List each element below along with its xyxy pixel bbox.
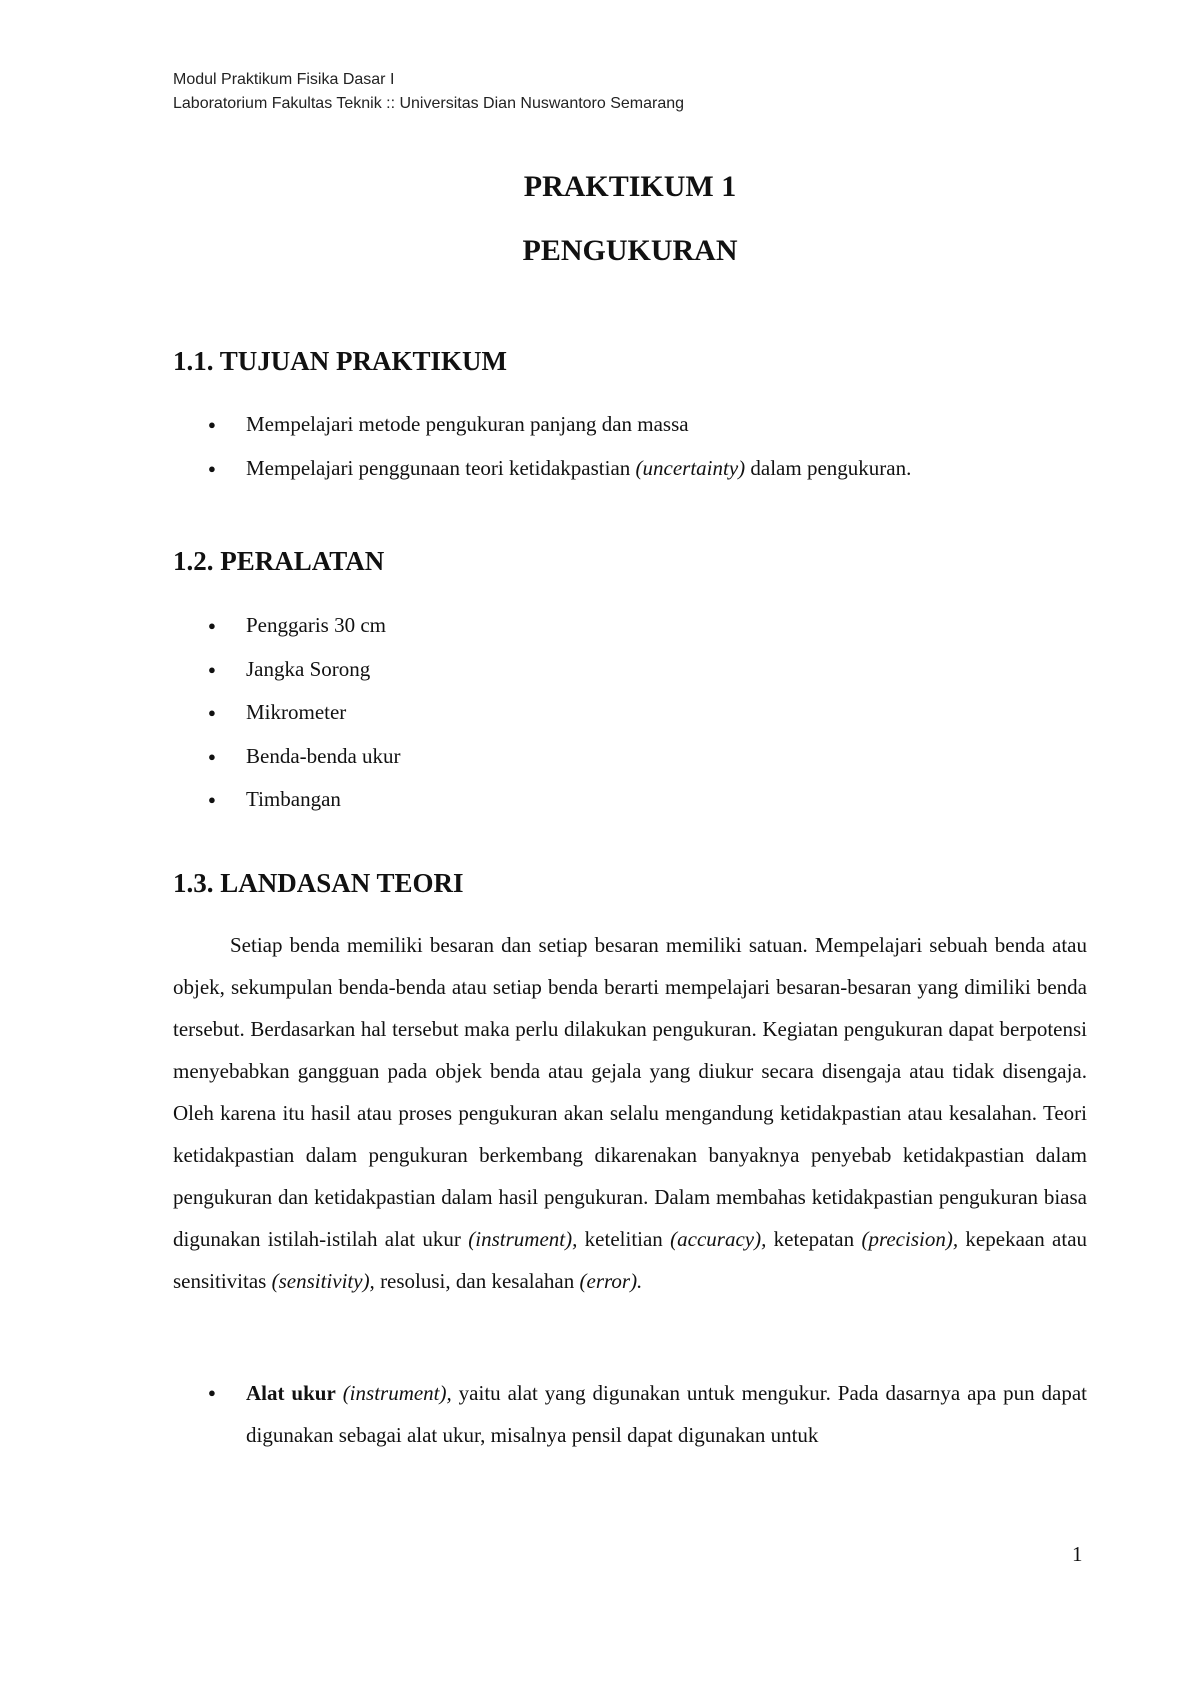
list-item: ● Jangka Sorong xyxy=(208,648,401,692)
list-item: ● Penggaris 30 cm xyxy=(208,604,401,648)
bullet-icon: ● xyxy=(208,1385,216,1400)
header-module-title: Modul Praktikum Fisika Dasar I xyxy=(173,71,395,88)
list-item: ● Mikrometer xyxy=(208,691,401,735)
alat-ukur-bullet: ● Alat ukur (instrument), yaitu alat yang digunakan untuk mengukur. Pada dasarnya apa pun dapat digunakan sebagai alat ukur, misalnya pensil dapat digunakan untuk xyxy=(208,1372,1087,1456)
header-lab-name: Laboratorium Fakultas Teknik :: Universitas Dian Nuswantoro Semarang xyxy=(173,95,685,112)
section-heading-peralatan: 1.2. PERALATAN xyxy=(173,546,385,576)
section-heading-tujuan: 1.1. TUJUAN PRAKTIKUM xyxy=(173,346,508,376)
page-number: 1 xyxy=(1072,1542,1083,1566)
peralatan-list xyxy=(208,604,401,822)
section-heading-landasan-teori: 1.3. LANDASAN TEORI xyxy=(173,868,464,898)
document-subtitle: PENGUKURAN xyxy=(522,234,738,267)
list-item: ● Mempelajari penggunaan teori ketidakpastian (uncertainty) dalam pengukuran. xyxy=(208,447,911,491)
running-header xyxy=(173,68,684,116)
list-item: ● Timbangan xyxy=(208,778,401,822)
tujuan-list xyxy=(208,403,911,490)
theory-paragraph: Setiap benda memiliki besaran dan setiap besaran memiliki satuan. Mempelajari sebuah benda atau objek, sekumpulan benda-benda atau setiap benda berarti mempelajari besaran-besaran yang dimiliki benda tersebut. Berdasarkan hal tersebut maka perlu dilakukan pengukuran. Kegiatan pengukuran dapat berpotensi menyebabkan gangguan pada objek benda atau gejala yang diukur secara disengaja atau tidak disengaja. Oleh karena itu hasil atau proses pengukuran akan selalu mengandung ketidakpastian atau kesalahan. Teori ketidakpastian dalam pengukuran berkembang dikarenakan banyaknya penyebab ketidakpastian dalam pengukuran dan ketidakpastian dalam hasil pengukuran. Dalam membahas ketidakpastian pengukuran biasa digunakan istilah-istilah alat ukur (instrument), ketelitian (accuracy), ketepatan (precision), kepekaan atau sensitivitas (sensitivity), resolusi, dan kesalahan (error). xyxy=(173,933,1088,1293)
document-title: PRAKTIKUM 1 xyxy=(523,170,737,203)
list-item: ● Benda-benda ukur xyxy=(208,735,401,779)
list-item: ● Mempelajari metode pengukuran panjang dan massa xyxy=(208,403,911,447)
